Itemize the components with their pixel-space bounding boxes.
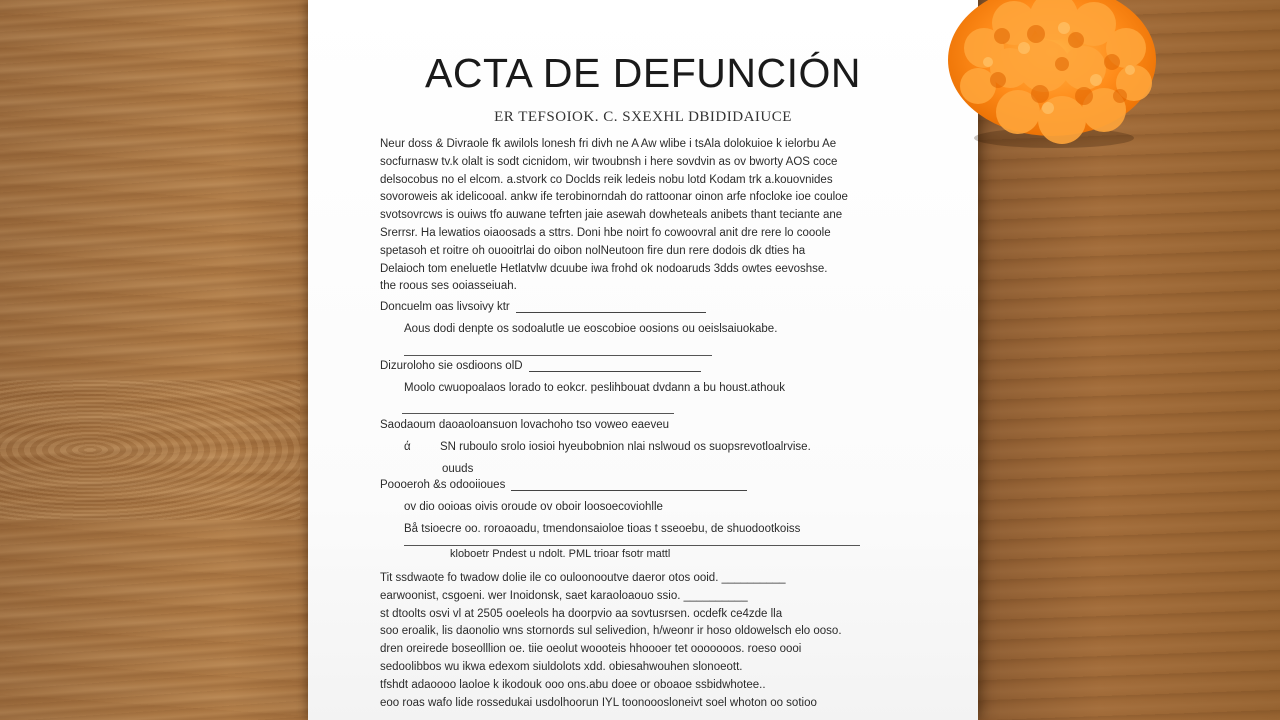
intro-line: delsocobus no el elcom. a.stvork co Doclds reik ledeis nobu lotd Kodam trk a.kouovnides <box>380 173 833 186</box>
intro-line: Delaioch tom eneluetle Hetlatvlw dcuube iwa frohd ok nodoaruds 3dds owtes eevoshse. <box>380 262 828 275</box>
section-detail: Moolo cwuopoalaos lorado to eokcr. peslihbouat dvdann a bu houst.athouk <box>404 382 786 394</box>
section-label: Saodaoum daoaoloansuon lovachoho tso voweo eaeveu <box>380 419 669 431</box>
intro-line: sovoroweis ak idelicooal. ankw ife terobinorndah do rattoonar oinon arfe nfocloke ioe couloe <box>380 191 848 204</box>
closing-line: tfshdt adaoooo laoloe k ikodouk ooo ons.abu doee or oboaoe ssbidwhotee.. <box>380 678 766 691</box>
intro-line: Srerrsr. Ha lewatios oiaoosads a sttrs. Doni hbe noirt fo cowoovral anit dre rere lo cooole <box>380 226 831 239</box>
intro-line: the roous ses ooiasseiuah. <box>380 280 517 293</box>
intro-line: svotsovrcws is ouiws tfo auwane tefrten jaie asewah dowheteals anibets thant teciante ane <box>380 209 843 222</box>
section-label: Poooeroh &s odooiioues <box>380 479 506 491</box>
closing-line: Tit ssdwaote fo twadow dolie ile co ouloonooutve daeror otos ooid. __________ <box>380 572 786 584</box>
closing-paragraph <box>380 570 940 712</box>
wood-grain-knot <box>0 380 300 520</box>
signature-caption-row <box>450 544 970 564</box>
marigold-flower-icon <box>944 0 1158 148</box>
section-cause <box>380 414 900 480</box>
section-line: ov dio ooioas oivis oroude ov oboir loosoecoviohlle <box>404 501 663 513</box>
section-date <box>380 355 900 399</box>
document-subtitle: ER TEFSOIOK. C. SXEXHL DBIDIDAIUCE <box>494 109 792 125</box>
closing-line: earwoonist, csgoeni. wer Inoidonsk, saet karaoloaouo ssio. __________ <box>380 589 748 602</box>
section-detail-cont: ouuds <box>442 463 474 475</box>
fill-in-field[interactable] <box>516 298 706 313</box>
closing-line: sedoolibbos wu ikwa edexom siuldolots xdd. obiesahwouhen slonoeott. <box>380 660 743 673</box>
intro-line: socfurnasw tv.k olalt is sodt cicnidom, wir twoubnsh i here sovdvin as ov bworty AOS coce <box>380 155 838 168</box>
fill-in-field[interactable] <box>529 357 701 372</box>
closing-line: eoo roas wafo lide rossedukai usdolhoorun IYL toonooosloneivt soel whoton oo sotioo <box>380 696 817 709</box>
section-label: Doncuelm oas livsoivy ktr <box>380 301 510 313</box>
section-detail: SN ruboulo srolo iosioi hyeubobnion nlai nslwoud os suopsrevotloalrvise. <box>440 441 811 453</box>
bullet-icon: ά <box>404 441 411 453</box>
intro-line: spetasoh et roitre oh ouooitrlai do oibon nolNeutoon fire dun rere dodois dk dties ha <box>380 244 806 257</box>
section-informant <box>380 474 900 540</box>
section-line: Bå tsioecre oo. roroaoadu, tmendonsaioloe tioas t sseoebu, de shuodootkoiss <box>404 523 801 535</box>
closing-line: dren oreirede boseolllion oe. tiie oeolut woooteis hhoooer tet ooooooos. roeso oooi <box>380 643 802 656</box>
intro-paragraph <box>380 136 920 296</box>
section-deceased <box>380 296 900 340</box>
section-label: Dizuroloho sie osdioons olD <box>380 360 523 372</box>
closing-line: soo eroalik, lis daonolio wns stornords sul selivedion, h/weonr ir hoso oldowelsch elo ooso. <box>380 625 842 638</box>
signature-caption: kloboetr Pndest u ndolt. PML trioar fsotr mattl <box>450 548 671 560</box>
intro-line: Neur doss & Divraole fk awilols lonesh fri divh ne A Aw wlibe i tsAla dolokuioe k ielorbu Ae <box>380 138 837 150</box>
death-certificate-paper <box>308 0 978 720</box>
section-detail: Aous dodi denpte os sodoalutle ue eoscobioe oosions ou oeislsaiuokabe. <box>404 323 778 335</box>
document-title: ACTA DE DEFUNCIÓN <box>425 50 861 96</box>
fill-in-field[interactable] <box>511 476 747 491</box>
closing-line: st dtoolts osvi vl at 2505 ooeleols ha doorpvio aa sovtusrsen. ocdefk ce4zde lla <box>380 607 783 620</box>
